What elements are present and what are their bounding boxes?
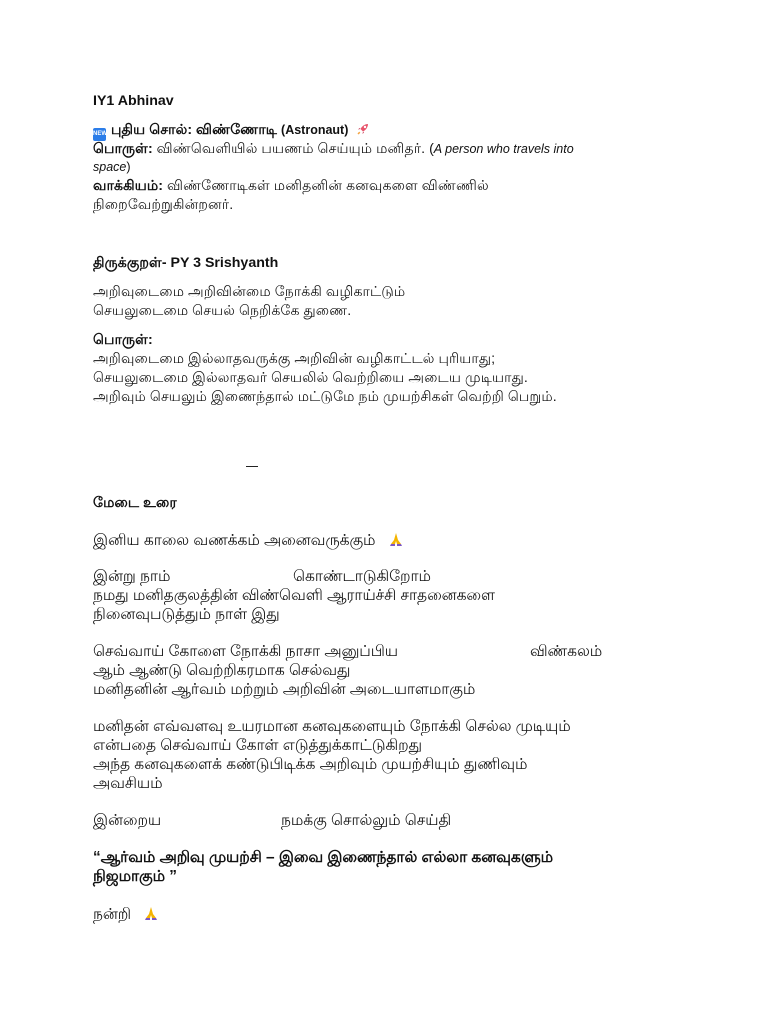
author-heading: IY1 Abhinav bbox=[93, 93, 174, 109]
kural-line-1: அறிவுடைமை அறிவின்மை நோக்கி வழிகாட்டும் bbox=[93, 284, 406, 300]
kural-meaning-3: அறிவும் செயலும் இணைந்தால் மட்டுமே நம் முயற்சிகள் வெற்றி பெறும். bbox=[93, 389, 557, 405]
speech-line-9: அந்த கனவுகளைக் கண்டுபிடிக்க அறிவும் முயற்சியும் துணிவும் bbox=[93, 756, 528, 773]
speech-line-1b: கொண்டாடுகிறோம் bbox=[293, 568, 431, 585]
speech-line-5: ஆம் ஆண்டு வெற்றிகரமாக செல்வது bbox=[93, 662, 351, 679]
speech-line-3: நினைவுபடுத்தும் நாள் இது bbox=[93, 606, 280, 623]
sentence-text-cont: நிறைவேற்றுகின்றனர். bbox=[93, 197, 234, 213]
thirukkural-heading: திருக்குறள்- PY 3 Srishyanth bbox=[93, 255, 279, 271]
kural-meaning-1: அறிவுடைமை இல்லாதவருக்கு அறிவின் வழிகாட்டல் புரியாது; bbox=[93, 351, 496, 367]
greeting-line bbox=[93, 531, 404, 552]
speech-line-2: நமது மனிதகுலத்தின் விண்வெளி ஆராய்ச்சி சாதனைகளை bbox=[93, 587, 495, 604]
quote-line-1: “ஆர்வம் அறிவு முயற்சி – இவை இணைந்தால் எல்லா கனவுகளும் bbox=[93, 849, 553, 866]
sentence-label: வாக்கியம்: bbox=[93, 178, 163, 194]
speech-line-10: அவசியம் bbox=[93, 775, 163, 792]
kural-meaning-2: செயலுடைமை இல்லாதவர் செயலில் வெற்றியை அடைய முடியாது. bbox=[93, 370, 528, 386]
speech-heading: மேடை உரை bbox=[93, 495, 177, 511]
speech-line-11b: நமக்கு சொல்லும் செய்தி bbox=[281, 812, 452, 829]
praying-hands-icon bbox=[143, 905, 159, 926]
kural-line-2: செயலுடைமை செயல் நெறிக்கே துணை. bbox=[93, 303, 352, 319]
divider-dash bbox=[246, 466, 258, 467]
speech-line-11a: இன்றைய bbox=[93, 812, 162, 829]
speech-line-6: மனிதனின் ஆர்வம் மற்றும் அறிவின் அடையாளமாகும் bbox=[93, 681, 476, 698]
speech-line-4b: விண்கலம் bbox=[530, 643, 603, 660]
quote-line-2: நிஜமாகும் ” bbox=[93, 868, 177, 885]
speech-line-8: என்பதை செவ்வாய் கோள் எடுத்துக்காட்டுகிறது bbox=[93, 737, 422, 754]
speech-line-4a: செவ்வாய் கோளை நோக்கி நாசா அனுப்பிய bbox=[93, 643, 398, 660]
thanks-text: நன்றி bbox=[93, 906, 132, 923]
speech-line-7: மனிதன் எவ்வளவு உயரமான கனவுகளையும் நோக்கி செல்ல முடியும் bbox=[93, 718, 571, 735]
meaning-english-cont bbox=[93, 158, 131, 176]
speech-line-1a: இன்று நாம் bbox=[93, 568, 171, 585]
kural-meaning-label: பொருள்: bbox=[93, 332, 153, 348]
meaning-close-paren: ) bbox=[126, 160, 131, 174]
praying-hands-icon bbox=[388, 531, 404, 552]
speech-line-11 bbox=[93, 812, 452, 830]
new-word-label: புதிய சொல்: விண்ணோடி bbox=[111, 122, 278, 138]
sentence-line bbox=[93, 177, 489, 195]
new-word-english: (Astronaut) bbox=[281, 123, 349, 137]
rocket-icon bbox=[356, 122, 370, 141]
speech-line-1 bbox=[93, 568, 431, 586]
meaning-text: விண்வெளியில் பயணம் செய்யும் மனிதர். ( bbox=[156, 141, 434, 157]
sentence-text: விண்ணோடிகள் மனிதனின் கனவுகளை விண்ணில் bbox=[166, 178, 489, 194]
meaning-label: பொருள்: bbox=[93, 141, 153, 157]
meaning-english: A person who travels into bbox=[433, 142, 574, 156]
new-badge-icon: NEW bbox=[93, 128, 106, 141]
meaning-line bbox=[93, 140, 574, 158]
meaning-english-end: space bbox=[93, 160, 127, 174]
speech-line-4 bbox=[93, 643, 603, 661]
thanks-line bbox=[93, 905, 159, 926]
greeting-text: இனிய காலை வணக்கம் அனைவருக்கும் bbox=[93, 532, 376, 549]
new-word-line bbox=[93, 121, 370, 141]
